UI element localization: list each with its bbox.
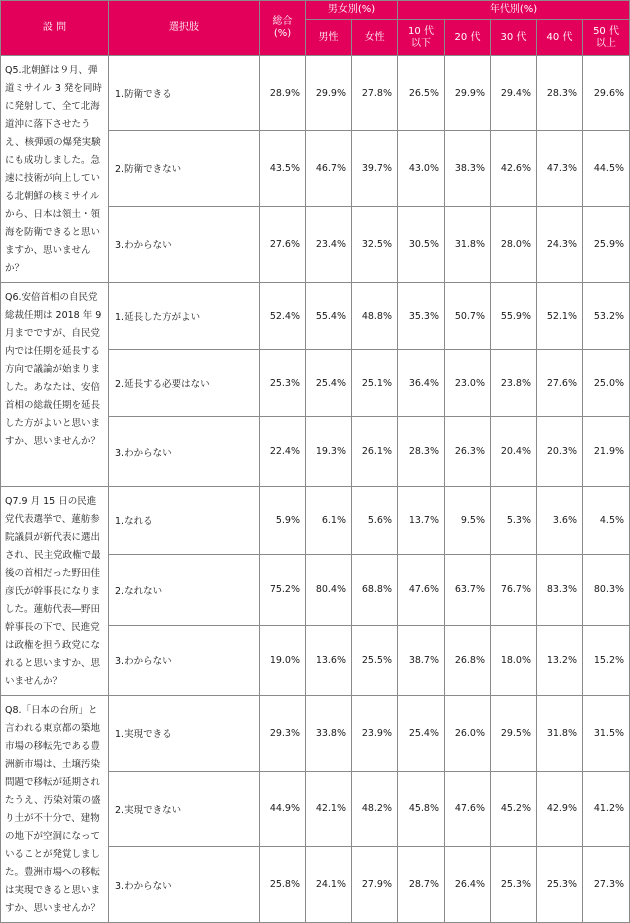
table-row bbox=[1, 696, 630, 772]
header-question: 設 問 bbox=[1, 1, 109, 56]
age20-value: 26.8% bbox=[445, 625, 491, 695]
age20-value: 50.7% bbox=[445, 283, 491, 350]
female-value: 32.5% bbox=[352, 206, 398, 282]
age30-value: 5.3% bbox=[491, 487, 537, 555]
age10-value: 28.7% bbox=[398, 847, 445, 923]
choice-label: 3.わからない bbox=[109, 417, 260, 487]
choice-label: 1.防衛できる bbox=[109, 56, 260, 131]
age20-value: 23.0% bbox=[445, 350, 491, 417]
header-age-10: 10 代 以下 bbox=[398, 20, 445, 56]
age20-value: 26.4% bbox=[445, 847, 491, 923]
age20-value: 47.6% bbox=[445, 771, 491, 847]
age20-value: 26.0% bbox=[445, 696, 491, 772]
age50-value: 41.2% bbox=[583, 771, 630, 847]
choice-label: 3.わからない bbox=[109, 625, 260, 695]
age50-value: 44.5% bbox=[583, 131, 630, 206]
female-value: 68.8% bbox=[352, 554, 398, 625]
age30-value: 42.6% bbox=[491, 131, 537, 206]
age30-value: 25.3% bbox=[491, 847, 537, 923]
choice-label: 2.実現できない bbox=[109, 771, 260, 847]
female-value: 27.8% bbox=[352, 56, 398, 131]
age50-value: 25.9% bbox=[583, 206, 630, 282]
total-value: 75.2% bbox=[260, 554, 306, 625]
question-text: Q5.北朝鮮は９月、弾道ミサイル 3 発を同時に発射して、全て北海道沖に落下させたうえ、核弾頭の爆発実験にも成功しました。急速に技術が向上している北朝鮮の核ミサイルから、日本は領土・領海を防衛できると思いますか、思いませんか？ bbox=[1, 56, 109, 283]
female-value: 23.9% bbox=[352, 696, 398, 772]
header-female: 女性 bbox=[352, 20, 398, 56]
header-age-40: 40 代 bbox=[537, 20, 583, 56]
female-value: 5.6% bbox=[352, 487, 398, 555]
choice-label: 1.実現できる bbox=[109, 696, 260, 772]
age10-value: 43.0% bbox=[398, 131, 445, 206]
male-value: 33.8% bbox=[306, 696, 352, 772]
age40-value: 27.6% bbox=[537, 350, 583, 417]
header-age-30: 30 代 bbox=[491, 20, 537, 56]
choice-label: 1.延長した方がよい bbox=[109, 283, 260, 350]
age20-value: 63.7% bbox=[445, 554, 491, 625]
male-value: 80.4% bbox=[306, 554, 352, 625]
age10-value: 36.4% bbox=[398, 350, 445, 417]
age20-value: 29.9% bbox=[445, 56, 491, 131]
table-row bbox=[1, 283, 630, 350]
age40-value: 25.3% bbox=[537, 847, 583, 923]
age30-value: 20.4% bbox=[491, 417, 537, 487]
male-value: 13.6% bbox=[306, 625, 352, 695]
female-value: 48.8% bbox=[352, 283, 398, 350]
age10-value: 26.5% bbox=[398, 56, 445, 131]
female-value: 48.2% bbox=[352, 771, 398, 847]
question-text: Q8.「日本の台所」と言われる東京都の築地市場の移転先である豊洲新市場は、土壌汚染問題で移転が延期されたうえ、汚染対策の盛り土が不十分で、建物の地下が空洞になっていることが発覚しました。豊洲市場への移転は実現できると思いますか、思いませんか？ bbox=[1, 696, 109, 923]
age20-value: 9.5% bbox=[445, 487, 491, 555]
female-value: 27.9% bbox=[352, 847, 398, 923]
female-value: 26.1% bbox=[352, 417, 398, 487]
total-value: 43.5% bbox=[260, 131, 306, 206]
age10-value: 45.8% bbox=[398, 771, 445, 847]
male-value: 42.1% bbox=[306, 771, 352, 847]
choice-label: 2.延長する必要はない bbox=[109, 350, 260, 417]
age10-value: 35.3% bbox=[398, 283, 445, 350]
age30-value: 55.9% bbox=[491, 283, 537, 350]
age10-value: 47.6% bbox=[398, 554, 445, 625]
age10-value: 25.4% bbox=[398, 696, 445, 772]
age50-value: 4.5% bbox=[583, 487, 630, 555]
age10-value: 13.7% bbox=[398, 487, 445, 555]
age30-value: 18.0% bbox=[491, 625, 537, 695]
total-value: 52.4% bbox=[260, 283, 306, 350]
question-text: Q7.9 月 15 日の民進党代表選挙で、蓮舫参院議員が新代表に選出され、民主党政権で最後の首相だった野田佳彦氏が幹事長になりました。蓮舫代表―野田幹事長の下で、民進党は政権を担う政党になれると思いますか、思いませんか？ bbox=[1, 487, 109, 696]
male-value: 46.7% bbox=[306, 131, 352, 206]
female-value: 39.7% bbox=[352, 131, 398, 206]
table-row bbox=[1, 56, 630, 131]
age50-value: 15.2% bbox=[583, 625, 630, 695]
header-age-50: 50 代 以上 bbox=[583, 20, 630, 56]
age20-value: 38.3% bbox=[445, 131, 491, 206]
age40-value: 24.3% bbox=[537, 206, 583, 282]
choice-label: 1.なれる bbox=[109, 487, 260, 555]
total-value: 28.9% bbox=[260, 56, 306, 131]
age20-value: 26.3% bbox=[445, 417, 491, 487]
total-value: 19.0% bbox=[260, 625, 306, 695]
total-value: 27.6% bbox=[260, 206, 306, 282]
male-value: 24.1% bbox=[306, 847, 352, 923]
total-value: 25.3% bbox=[260, 350, 306, 417]
choice-label: 3.わからない bbox=[109, 847, 260, 923]
age50-value: 53.2% bbox=[583, 283, 630, 350]
header-total: 総合 (%) bbox=[260, 1, 306, 56]
total-value: 5.9% bbox=[260, 487, 306, 555]
age30-value: 45.2% bbox=[491, 771, 537, 847]
male-value: 55.4% bbox=[306, 283, 352, 350]
age50-value: 25.0% bbox=[583, 350, 630, 417]
age10-value: 30.5% bbox=[398, 206, 445, 282]
age30-value: 76.7% bbox=[491, 554, 537, 625]
age40-value: 52.1% bbox=[537, 283, 583, 350]
age20-value: 31.8% bbox=[445, 206, 491, 282]
age30-value: 29.4% bbox=[491, 56, 537, 131]
age50-value: 29.6% bbox=[583, 56, 630, 131]
age50-value: 27.3% bbox=[583, 847, 630, 923]
total-value: 22.4% bbox=[260, 417, 306, 487]
male-value: 29.9% bbox=[306, 56, 352, 131]
header-age-20: 20 代 bbox=[445, 20, 491, 56]
header-male: 男性 bbox=[306, 20, 352, 56]
age10-value: 38.7% bbox=[398, 625, 445, 695]
age30-value: 29.5% bbox=[491, 696, 537, 772]
age40-value: 83.3% bbox=[537, 554, 583, 625]
question-text: Q6.安倍首相の自民党総裁任期は 2018 年 9 月までですが、自民党内では任期を延長する方向で議論が始まりました。あなたは、安倍首相の総裁任期を延長した方がよいと思いますか、思いませんか？ bbox=[1, 283, 109, 487]
choice-label: 2.防衛できない bbox=[109, 131, 260, 206]
choice-label: 2.なれない bbox=[109, 554, 260, 625]
age10-value: 28.3% bbox=[398, 417, 445, 487]
header-choices: 選択肢 bbox=[109, 1, 260, 56]
total-value: 29.3% bbox=[260, 696, 306, 772]
table-row bbox=[1, 487, 630, 555]
total-value: 44.9% bbox=[260, 771, 306, 847]
male-value: 23.4% bbox=[306, 206, 352, 282]
age30-value: 23.8% bbox=[491, 350, 537, 417]
header-age-group: 年代別(%) bbox=[398, 1, 630, 20]
header-gender-group: 男女別(%) bbox=[306, 1, 398, 20]
age40-value: 42.9% bbox=[537, 771, 583, 847]
choice-label: 3.わからない bbox=[109, 206, 260, 282]
total-value: 25.8% bbox=[260, 847, 306, 923]
age40-value: 13.2% bbox=[537, 625, 583, 695]
age50-value: 80.3% bbox=[583, 554, 630, 625]
age40-value: 3.6% bbox=[537, 487, 583, 555]
age50-value: 21.9% bbox=[583, 417, 630, 487]
age40-value: 20.3% bbox=[537, 417, 583, 487]
age40-value: 28.3% bbox=[537, 56, 583, 131]
male-value: 19.3% bbox=[306, 417, 352, 487]
female-value: 25.1% bbox=[352, 350, 398, 417]
age40-value: 31.8% bbox=[537, 696, 583, 772]
age40-value: 47.3% bbox=[537, 131, 583, 206]
male-value: 25.4% bbox=[306, 350, 352, 417]
age30-value: 28.0% bbox=[491, 206, 537, 282]
male-value: 6.1% bbox=[306, 487, 352, 555]
female-value: 25.5% bbox=[352, 625, 398, 695]
age50-value: 31.5% bbox=[583, 696, 630, 772]
